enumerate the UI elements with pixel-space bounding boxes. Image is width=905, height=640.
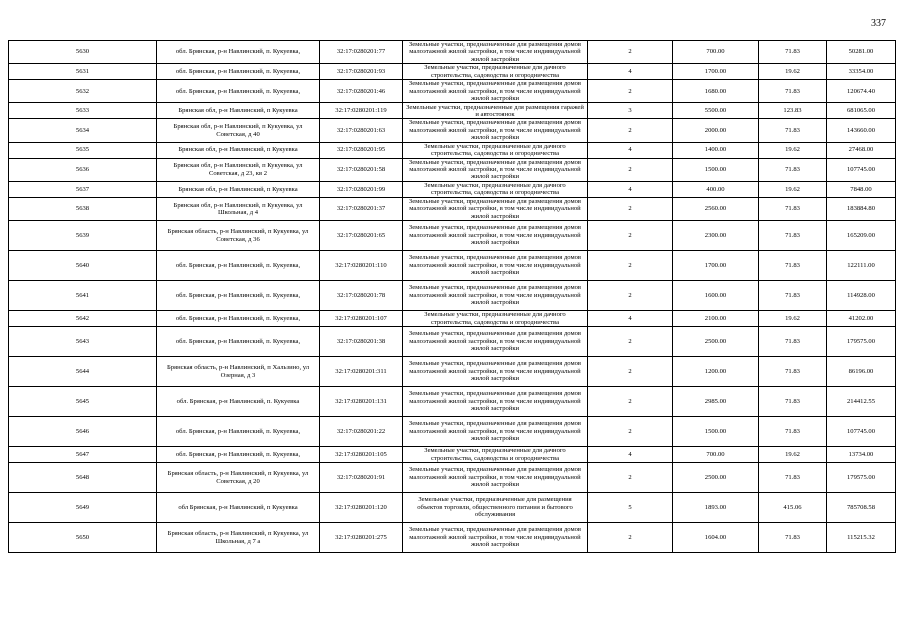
row-area: 1500.00 [673, 417, 759, 447]
row-land-use: Земельные участки, предназначенные для размещения объектов торговли, общественного питания и бытового обслуживания [403, 493, 588, 523]
row-rate: 71.83 [759, 80, 827, 103]
row-address: обл. Брянская, р-н Навлинский, п. Кукуевка, [157, 41, 320, 64]
table-row [9, 181, 896, 197]
row-number: 5641 [9, 281, 157, 311]
row-area: 2985.00 [673, 387, 759, 417]
row-cadastral-number: 32:17:0280201:311 [320, 357, 403, 387]
row-value: 86196.00 [827, 357, 896, 387]
row-address: обл. Брянская, р-н Навлинский, п. Кукуевка, [157, 251, 320, 281]
row-value: 143660.00 [827, 119, 896, 142]
row-area: 2100.00 [673, 311, 759, 327]
row-group: 2 [588, 197, 673, 220]
row-address: обл. Брянская, р-н Навлинский, п. Кукуевка, [157, 281, 320, 311]
row-area: 1893.00 [673, 493, 759, 523]
table-row [9, 119, 896, 142]
row-area: 400.00 [673, 181, 759, 197]
row-address: Брянская обл, р-н Навлинский, п Кукуевка [157, 142, 320, 158]
row-cadastral-number: 32:17:0280201:105 [320, 447, 403, 463]
row-number: 5631 [9, 64, 157, 80]
table-row [9, 357, 896, 387]
row-land-use: Земельные участки, предназначенные для дачного строительства, садоводства и огородничества [403, 311, 588, 327]
table-row [9, 387, 896, 417]
row-rate: 71.83 [759, 221, 827, 251]
row-number: 5637 [9, 181, 157, 197]
row-cadastral-number: 32:17:0280201:78 [320, 281, 403, 311]
row-number: 5632 [9, 80, 157, 103]
row-number: 5644 [9, 357, 157, 387]
table-row [9, 311, 896, 327]
row-number: 5646 [9, 417, 157, 447]
row-cadastral-number: 32:17:0280201:58 [320, 158, 403, 181]
row-number: 5643 [9, 327, 157, 357]
row-area: 1700.00 [673, 64, 759, 80]
row-address: обл. Брянская, р-н Навлинский, п. Кукуевка, [157, 64, 320, 80]
row-value: 7848.00 [827, 181, 896, 197]
row-cadastral-number: 32:17:0280201:119 [320, 103, 403, 119]
table-row [9, 103, 896, 119]
row-cadastral-number: 32:17:0280201:38 [320, 327, 403, 357]
row-land-use: Земельные участки, предназначенные для размещения гаражей и автостоянок [403, 103, 588, 119]
row-address: Брянская обл, р-н Навлинский, п Кукуевка, ул Советская, д 40 [157, 119, 320, 142]
row-area: 2500.00 [673, 327, 759, 357]
row-group: 2 [588, 221, 673, 251]
row-rate: 19.62 [759, 64, 827, 80]
row-area: 1604.00 [673, 523, 759, 553]
row-rate: 71.83 [759, 327, 827, 357]
row-rate: 71.83 [759, 119, 827, 142]
table-row [9, 447, 896, 463]
row-rate: 71.83 [759, 387, 827, 417]
row-area: 2300.00 [673, 221, 759, 251]
page-number: 337 [871, 18, 886, 29]
row-land-use: Земельные участки, предназначенные для размещения домов малоэтажной жилой застройки, в том числе индивидуальной жилой застройки [403, 41, 588, 64]
row-group: 2 [588, 281, 673, 311]
row-land-use: Земельные участки, предназначенные для размещения домов малоэтажной жилой застройки, в том числе индивидуальной жилой застройки [403, 158, 588, 181]
row-number: 5638 [9, 197, 157, 220]
row-area: 1700.00 [673, 251, 759, 281]
row-rate: 71.83 [759, 158, 827, 181]
row-area: 5500.00 [673, 103, 759, 119]
row-group: 2 [588, 80, 673, 103]
row-value: 183884.80 [827, 197, 896, 220]
row-number: 5640 [9, 251, 157, 281]
row-number: 5642 [9, 311, 157, 327]
row-value: 50281.00 [827, 41, 896, 64]
row-value: 33354.00 [827, 64, 896, 80]
row-rate: 71.83 [759, 197, 827, 220]
row-value: 13734.00 [827, 447, 896, 463]
row-address: Брянская обл, р-н Навлинский, п Кукуевка [157, 181, 320, 197]
row-land-use: Земельные участки, предназначенные для дачного строительства, садоводства и огородничества [403, 142, 588, 158]
row-land-use: Земельные участки, предназначенные для размещения домов малоэтажной жилой застройки, в том числе индивидуальной жилой застройки [403, 417, 588, 447]
row-area: 2500.00 [673, 463, 759, 493]
row-land-use: Земельные участки, предназначенные для размещения домов малоэтажной жилой застройки, в том числе индивидуальной жилой застройки [403, 327, 588, 357]
row-rate: 71.83 [759, 281, 827, 311]
row-cadastral-number: 32:17:0280201:95 [320, 142, 403, 158]
table-row [9, 493, 896, 523]
row-area: 1500.00 [673, 158, 759, 181]
row-land-use: Земельные участки, предназначенные для размещения домов малоэтажной жилой застройки, в том числе индивидуальной жилой застройки [403, 357, 588, 387]
row-rate: 19.62 [759, 311, 827, 327]
row-address: обл. Брянская, р-н Навлинский, п. Кукуевка, [157, 417, 320, 447]
row-group: 2 [588, 251, 673, 281]
row-value: 681065.00 [827, 103, 896, 119]
row-group: 4 [588, 64, 673, 80]
row-rate: 123.83 [759, 103, 827, 119]
row-cadastral-number: 32:17:0280201:46 [320, 80, 403, 103]
row-land-use: Земельные участки, предназначенные для дачного строительства, садоводства и огородничества [403, 181, 588, 197]
row-number: 5636 [9, 158, 157, 181]
row-rate: 415.06 [759, 493, 827, 523]
row-group: 2 [588, 523, 673, 553]
row-number: 5633 [9, 103, 157, 119]
row-cadastral-number: 32:17:0280201:120 [320, 493, 403, 523]
table-row [9, 197, 896, 220]
row-land-use: Земельные участки, предназначенные для размещения домов малоэтажной жилой застройки, в том числе индивидуальной жилой застройки [403, 119, 588, 142]
row-address: Брянская обл, р-н Навлинский, п Кукуевка [157, 103, 320, 119]
table-row [9, 64, 896, 80]
row-land-use: Земельные участки, предназначенные для размещения домов малоэтажной жилой застройки, в том числе индивидуальной жилой застройки [403, 251, 588, 281]
table-row [9, 523, 896, 553]
row-group: 4 [588, 181, 673, 197]
row-value: 107745.00 [827, 417, 896, 447]
row-group: 2 [588, 417, 673, 447]
row-value: 41202.00 [827, 311, 896, 327]
table-row [9, 327, 896, 357]
row-cadastral-number: 32:17:0280201:99 [320, 181, 403, 197]
row-cadastral-number: 32:17:0280201:110 [320, 251, 403, 281]
row-value: 107745.00 [827, 158, 896, 181]
row-address: Брянская область, р-н Навлинский, п Хальзино, ул Озерная, д 3 [157, 357, 320, 387]
row-group: 2 [588, 119, 673, 142]
row-rate: 19.62 [759, 447, 827, 463]
table-row [9, 158, 896, 181]
row-value: 120674.40 [827, 80, 896, 103]
row-value: 179575.00 [827, 463, 896, 493]
row-number: 5649 [9, 493, 157, 523]
row-value: 165209.00 [827, 221, 896, 251]
row-address: обл. Брянская, р-н Навлинский, п. Кукуевка, [157, 311, 320, 327]
row-land-use: Земельные участки, предназначенные для дачного строительства, садоводства и огородничества [403, 447, 588, 463]
row-land-use: Земельные участки, предназначенные для размещения домов малоэтажной жилой застройки, в том числе индивидуальной жилой застройки [403, 281, 588, 311]
row-value: 122111.00 [827, 251, 896, 281]
row-land-use: Земельные участки, предназначенные для дачного строительства, садоводства и огородничества [403, 64, 588, 80]
row-address: обл. Брянская, р-н Навлинский, п. Кукуевка, [157, 447, 320, 463]
table-row [9, 281, 896, 311]
row-area: 2560.00 [673, 197, 759, 220]
row-address: обл. Брянская, р-н Навлинский, п. Кукуевка, [157, 327, 320, 357]
row-cadastral-number: 32:17:0280201:37 [320, 197, 403, 220]
row-group: 4 [588, 311, 673, 327]
row-address: Брянская область, р-н Навлинский, п Кукуевка, ул Школьная, д 7 а [157, 523, 320, 553]
row-cadastral-number: 32:17:0280201:65 [320, 221, 403, 251]
row-group: 2 [588, 387, 673, 417]
row-cadastral-number: 32:17:0280201:131 [320, 387, 403, 417]
row-rate: 71.83 [759, 357, 827, 387]
row-rate: 19.62 [759, 181, 827, 197]
row-value: 115215.32 [827, 523, 896, 553]
row-group: 3 [588, 103, 673, 119]
table-row [9, 417, 896, 447]
row-cadastral-number: 32:17:0280201:107 [320, 311, 403, 327]
table-row [9, 142, 896, 158]
row-number: 5634 [9, 119, 157, 142]
table-row [9, 80, 896, 103]
row-value: 179575.00 [827, 327, 896, 357]
table-row [9, 221, 896, 251]
table-row [9, 463, 896, 493]
row-area: 2000.00 [673, 119, 759, 142]
row-group: 5 [588, 493, 673, 523]
row-number: 5650 [9, 523, 157, 553]
row-number: 5645 [9, 387, 157, 417]
row-address: Брянская область, р-н Навлинский, п Кукуевка, ул Советская, д 36 [157, 221, 320, 251]
row-group: 2 [588, 327, 673, 357]
row-address: Брянская обл, р-н Навлинский, п Кукуевка, ул Школьная, д 4 [157, 197, 320, 220]
row-rate: 71.83 [759, 417, 827, 447]
row-number: 5647 [9, 447, 157, 463]
row-cadastral-number: 32:17:0280201:22 [320, 417, 403, 447]
row-value: 27468.00 [827, 142, 896, 158]
row-land-use: Земельные участки, предназначенные для размещения домов малоэтажной жилой застройки, в том числе индивидуальной жилой застройки [403, 387, 588, 417]
row-group: 2 [588, 158, 673, 181]
row-cadastral-number: 32:17:0280201:63 [320, 119, 403, 142]
row-area: 1200.00 [673, 357, 759, 387]
row-cadastral-number: 32:17:0280201:91 [320, 463, 403, 493]
row-number: 5630 [9, 41, 157, 64]
row-cadastral-number: 32:17:0280201:93 [320, 64, 403, 80]
row-rate: 71.83 [759, 41, 827, 64]
row-group: 2 [588, 41, 673, 64]
row-group: 4 [588, 142, 673, 158]
row-rate: 71.83 [759, 523, 827, 553]
row-address: Брянская обл, р-н Навлинский, п Кукуевка, ул Советская, д 23, кв 2 [157, 158, 320, 181]
row-rate: 71.83 [759, 463, 827, 493]
row-address: обл. Брянская, р-н Навлинский, п. Кукуевка, [157, 80, 320, 103]
row-group: 4 [588, 447, 673, 463]
row-address: обл Брянская, р-н Навлинский, п Кукуевка [157, 493, 320, 523]
row-number: 5635 [9, 142, 157, 158]
row-value: 114928.00 [827, 281, 896, 311]
row-area: 700.00 [673, 41, 759, 64]
row-land-use: Земельные участки, предназначенные для размещения домов малоэтажной жилой застройки, в том числе индивидуальной жилой застройки [403, 221, 588, 251]
row-cadastral-number: 32:17:0280201:77 [320, 41, 403, 64]
row-rate: 71.83 [759, 251, 827, 281]
row-area: 700.00 [673, 447, 759, 463]
row-address: Брянская область, р-н Навлинский, п Кукуевка, ул Советская, д 20 [157, 463, 320, 493]
row-land-use: Земельные участки, предназначенные для размещения домов малоэтажной жилой застройки, в том числе индивидуальной жилой застройки [403, 463, 588, 493]
row-address: обл. Брянская, р-н Навлинский, п. Кукуевка [157, 387, 320, 417]
row-land-use: Земельные участки, предназначенные для размещения домов малоэтажной жилой застройки, в том числе индивидуальной жилой застройки [403, 80, 588, 103]
cadastral-value-table [8, 40, 896, 553]
row-number: 5648 [9, 463, 157, 493]
row-land-use: Земельные участки, предназначенные для размещения домов малоэтажной жилой застройки, в том числе индивидуальной жилой застройки [403, 197, 588, 220]
row-area: 1400.00 [673, 142, 759, 158]
table-row [9, 41, 896, 64]
row-rate: 19.62 [759, 142, 827, 158]
row-area: 1680.00 [673, 80, 759, 103]
row-cadastral-number: 32:17:0280201:275 [320, 523, 403, 553]
row-group: 2 [588, 357, 673, 387]
row-land-use: Земельные участки, предназначенные для размещения домов малоэтажной жилой застройки, в том числе индивидуальной жилой застройки [403, 523, 588, 553]
row-group: 2 [588, 463, 673, 493]
row-area: 1600.00 [673, 281, 759, 311]
row-value: 214412.55 [827, 387, 896, 417]
row-value: 785708.58 [827, 493, 896, 523]
row-number: 5639 [9, 221, 157, 251]
table-row [9, 251, 896, 281]
